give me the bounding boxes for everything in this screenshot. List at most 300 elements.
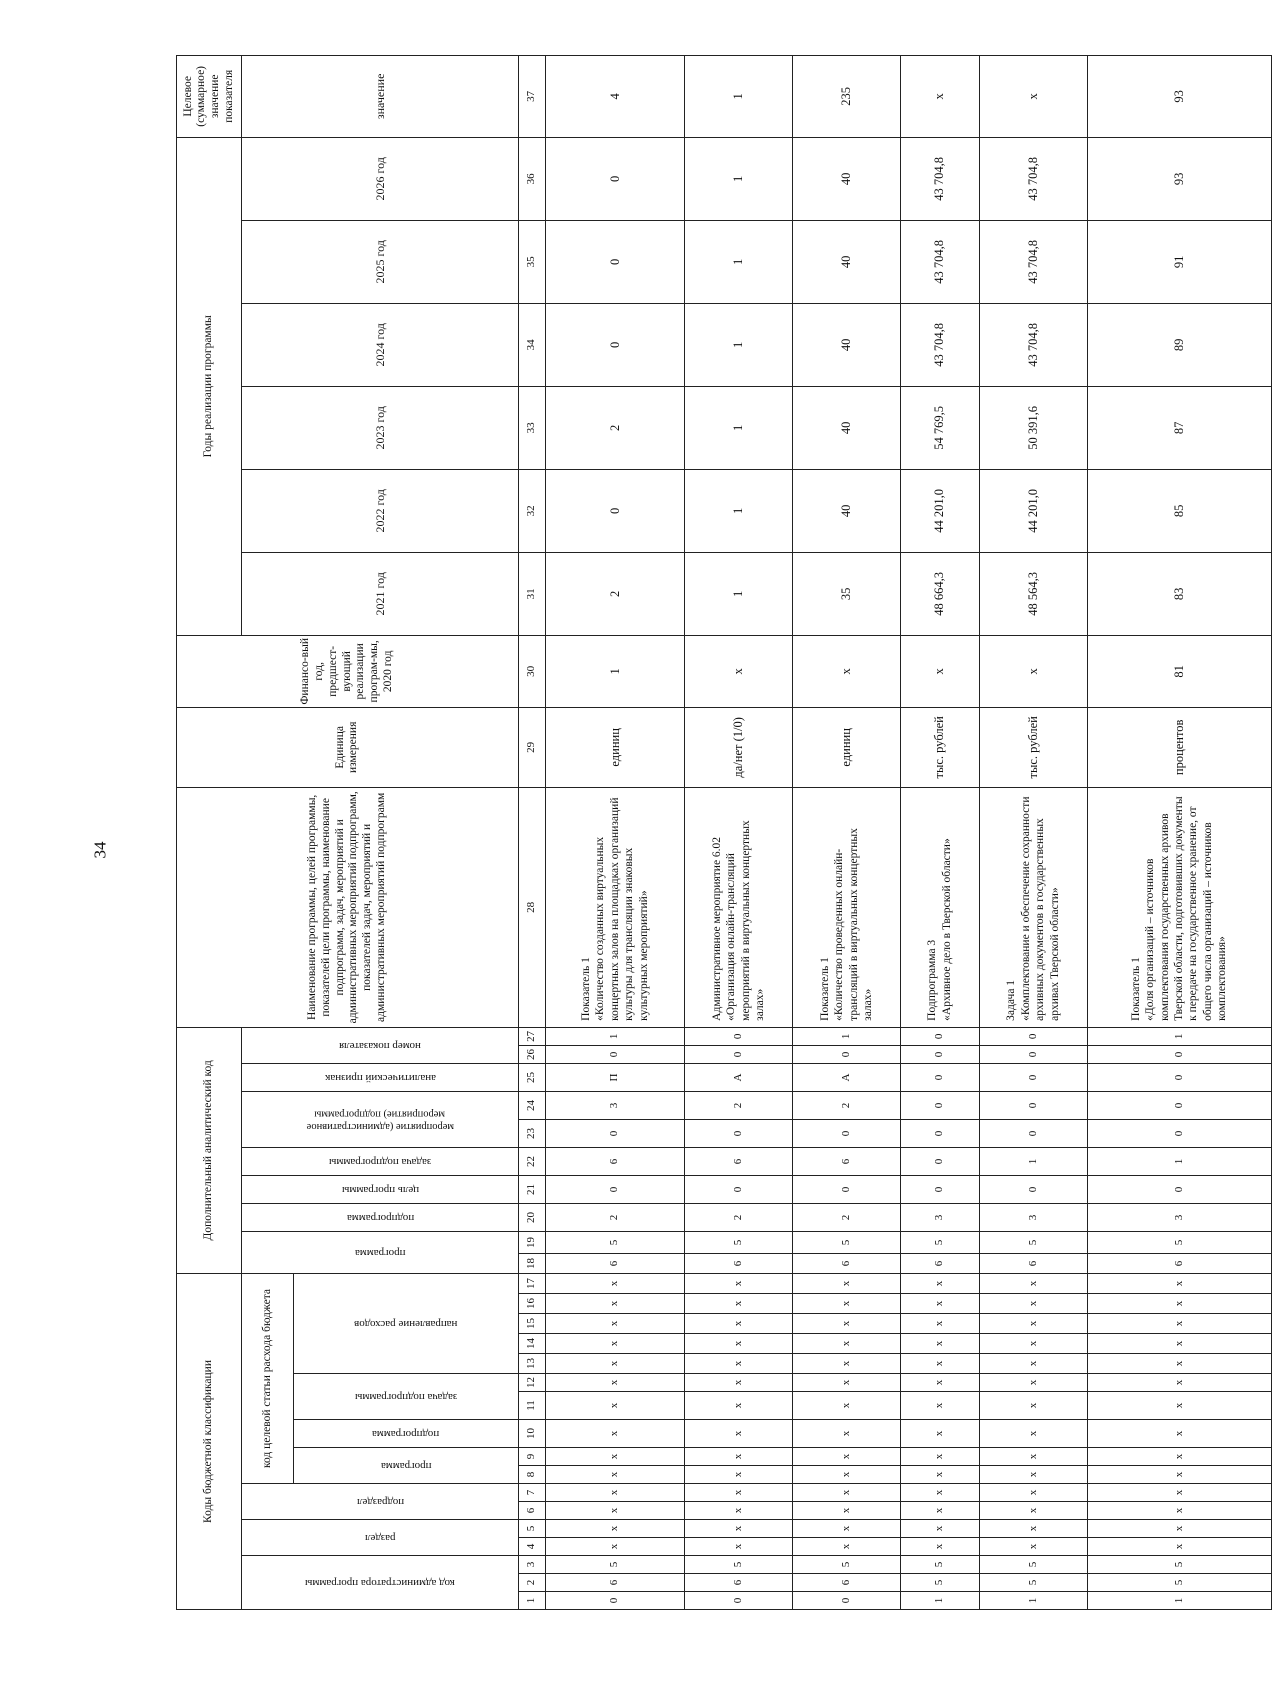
code-cell: 5 — [901, 1231, 980, 1253]
code-cell: х — [793, 1466, 901, 1484]
direction-label: направление расходов — [354, 1318, 458, 1331]
code-cell: 6 — [545, 1147, 684, 1175]
page-number-text: 34 — [90, 841, 110, 859]
budget-table — [176, 55, 1272, 1610]
code-cell: х — [685, 1420, 793, 1448]
column-number-cell: 12 — [518, 1374, 545, 1392]
row-target-value: х — [901, 55, 980, 137]
column-number-cell: 16 — [518, 1294, 545, 1314]
column-number-cell: 15 — [518, 1314, 545, 1334]
row-target-value: 93 — [1087, 55, 1271, 137]
year-2024-header: 2024 год — [242, 303, 519, 386]
code-cell: х — [545, 1420, 684, 1448]
year-2021-header: 2021 год — [242, 552, 519, 635]
row-prev-year: х — [979, 635, 1087, 707]
code-cell: 1 — [1087, 1147, 1271, 1175]
code-cell: х — [901, 1484, 980, 1502]
add-task-label: задача подпрограммы — [329, 1156, 432, 1169]
column-number-cell: 14 — [518, 1334, 545, 1354]
row-year-value: 48 564,3 — [979, 552, 1087, 635]
column-number-cell: 4 — [518, 1538, 545, 1556]
row-year-value: 2 — [545, 552, 684, 635]
column-number-cell: 20 — [518, 1203, 545, 1231]
code-cell: х — [979, 1294, 1087, 1314]
column-number-cell: 30 — [518, 635, 545, 707]
section-label: раздел — [364, 1532, 396, 1545]
code-cell: 5 — [793, 1231, 901, 1253]
code-cell: 0 — [901, 1045, 980, 1063]
code-cell: 6 — [685, 1253, 793, 1273]
row-year-value: 1 — [685, 386, 793, 469]
code-cell: 5 — [685, 1556, 793, 1574]
value-header: значение — [242, 55, 519, 137]
column-number-cell: 25 — [518, 1063, 545, 1091]
column-number-cell: 27 — [518, 1027, 545, 1045]
code-cell: 1 — [901, 1592, 980, 1610]
table-row — [901, 55, 980, 1609]
code-cell: х — [685, 1484, 793, 1502]
target-value-group-header: Целевое (суммарное) значение показателя — [177, 55, 242, 137]
row-name: Показатель 1 «Количество проведенных онлайн-трансляций в виртуальных концертных залах» — [793, 787, 901, 1027]
column-number-cell: 5 — [518, 1520, 545, 1538]
column-number-cell: 31 — [518, 552, 545, 635]
program-header — [294, 1448, 519, 1484]
row-year-value: 0 — [545, 137, 684, 220]
code-cell: х — [685, 1392, 793, 1420]
indicator-no-header — [242, 1027, 519, 1063]
table-row — [979, 55, 1087, 1609]
row-year-value: 1 — [685, 303, 793, 386]
row-year-value: 2 — [545, 386, 684, 469]
goal-label: цель программы — [341, 1184, 419, 1197]
row-year-value: 83 — [1087, 552, 1271, 635]
code-cell: х — [685, 1314, 793, 1334]
subsection-header — [242, 1484, 519, 1520]
code-cell: х — [979, 1334, 1087, 1354]
column-numbers-row — [518, 55, 545, 1609]
goal-header — [242, 1175, 519, 1203]
code-cell: 3 — [545, 1091, 684, 1119]
code-cell: х — [793, 1354, 901, 1374]
column-number-cell: 34 — [518, 303, 545, 386]
code-cell: х — [901, 1334, 980, 1354]
code-cell: 6 — [979, 1253, 1087, 1273]
code-cell: х — [901, 1273, 980, 1293]
code-cell: х — [1087, 1374, 1271, 1392]
table-row — [1087, 55, 1271, 1609]
code-cell: 0 — [901, 1147, 980, 1175]
code-cell: 0 — [545, 1175, 684, 1203]
column-number-cell: 19 — [518, 1231, 545, 1253]
row-year-value: 0 — [545, 469, 684, 552]
code-cell: х — [901, 1502, 980, 1520]
code-cell: х — [545, 1520, 684, 1538]
code-cell: х — [979, 1314, 1087, 1334]
code-cell: 5 — [685, 1231, 793, 1253]
code-cell: 0 — [793, 1592, 901, 1610]
add-task-header — [242, 1147, 519, 1175]
code-cell: 2 — [685, 1091, 793, 1119]
code-cell: х — [793, 1538, 901, 1556]
row-name: Подпрограмма 3 «Архивное дело в Тверской области» — [901, 787, 980, 1027]
code-cell: х — [1087, 1448, 1271, 1466]
code-cell: 3 — [979, 1203, 1087, 1231]
code-cell: 6 — [685, 1574, 793, 1592]
code-cell: х — [793, 1484, 901, 1502]
code-cell: х — [793, 1273, 901, 1293]
row-unit: тыс. рублей — [901, 707, 980, 787]
code-cell: 5 — [901, 1574, 980, 1592]
code-cell: 5 — [545, 1231, 684, 1253]
code-cell: х — [1087, 1502, 1271, 1520]
code-cell: 0 — [979, 1063, 1087, 1091]
code-cell: 1 — [1087, 1027, 1271, 1045]
code-cell: х — [793, 1374, 901, 1392]
code-cell: П — [545, 1063, 684, 1091]
row-name: Показатель 1 «Количество созданных виртуальных концертных залов на площадках организаций культуры для трансляции знаковых культурных мероприятий» — [545, 787, 684, 1027]
row-prev-year: х — [793, 635, 901, 707]
column-number-cell: 3 — [518, 1556, 545, 1574]
code-cell: 2 — [545, 1203, 684, 1231]
column-number-cell: 22 — [518, 1147, 545, 1175]
year-2026-header: 2026 год — [242, 137, 519, 220]
code-cell: 5 — [979, 1231, 1087, 1253]
code-cell: 5 — [901, 1556, 980, 1574]
code-cell: 6 — [685, 1147, 793, 1175]
code-cell: 0 — [901, 1091, 980, 1119]
code-cell: 0 — [685, 1175, 793, 1203]
column-number-cell: 21 — [518, 1175, 545, 1203]
row-target-value: 4 — [545, 55, 684, 137]
code-cell: 5 — [979, 1574, 1087, 1592]
column-number-cell: 36 — [518, 137, 545, 220]
code-cell: х — [1087, 1392, 1271, 1420]
code-cell: х — [685, 1466, 793, 1484]
column-number-cell: 23 — [518, 1119, 545, 1147]
column-number-cell: 26 — [518, 1045, 545, 1063]
row-year-value: 40 — [793, 303, 901, 386]
row-year-value: 89 — [1087, 303, 1271, 386]
name-column-header: Наименование программы, целей программы, показателей цели программы, наименование подпрограмм, задач, мероприятий и административных мероприятий подпрограмм, показателей задач, мероприятий и административных мероприятий подпрограмм — [177, 787, 519, 1027]
code-cell: х — [1087, 1420, 1271, 1448]
code-cell: 1 — [545, 1027, 684, 1045]
code-cell: х — [793, 1420, 901, 1448]
row-unit: да/нет (1/0) — [685, 707, 793, 787]
code-cell: 0 — [901, 1175, 980, 1203]
code-cell: х — [545, 1502, 684, 1520]
code-cell: 0 — [901, 1027, 980, 1045]
code-cell: х — [685, 1273, 793, 1293]
column-number-cell: 6 — [518, 1502, 545, 1520]
prev-year-column-header: Финансо-вый год, предшест-вующий реализации програм-мы, 2020 год — [177, 635, 519, 707]
code-cell: х — [1087, 1466, 1271, 1484]
add-subprogram-header — [242, 1203, 519, 1231]
column-number-cell: 9 — [518, 1448, 545, 1466]
code-cell: х — [793, 1448, 901, 1466]
code-cell: х — [545, 1374, 684, 1392]
code-cell: 0 — [685, 1119, 793, 1147]
table-row — [545, 55, 684, 1609]
analytic-label: аналитический признак — [324, 1072, 436, 1085]
row-prev-year: х — [685, 635, 793, 707]
code-cell: х — [1087, 1314, 1271, 1334]
section-header — [242, 1520, 519, 1556]
years-group-header: Годы реализации программы — [177, 137, 242, 635]
code-cell: х — [979, 1354, 1087, 1374]
code-cell: 2 — [793, 1203, 901, 1231]
table-row — [793, 55, 901, 1609]
column-number-cell: 29 — [518, 707, 545, 787]
code-cell: 0 — [979, 1027, 1087, 1045]
code-cell: х — [979, 1273, 1087, 1293]
task-header — [294, 1374, 519, 1420]
measure-label: мероприятие (административное мероприятие) подпрограммы — [306, 1108, 454, 1133]
code-cell: х — [685, 1354, 793, 1374]
row-target-value: 1 — [685, 55, 793, 137]
year-2022-header: 2022 год — [242, 469, 519, 552]
row-unit: тыс. рублей — [979, 707, 1087, 787]
code-cell: х — [979, 1448, 1087, 1466]
code-cell: х — [545, 1273, 684, 1293]
additional-code-header: Дополнительный аналитический код — [177, 1027, 242, 1273]
row-year-value: 40 — [793, 469, 901, 552]
code-cell: 0 — [979, 1175, 1087, 1203]
row-year-value: 0 — [545, 220, 684, 303]
code-cell: х — [1087, 1334, 1271, 1354]
code-cell: 2 — [793, 1091, 901, 1119]
column-number-cell: 35 — [518, 220, 545, 303]
code-cell: 5 — [545, 1556, 684, 1574]
code-cell: 6 — [793, 1574, 901, 1592]
admin-code-label: код администратора программы — [305, 1577, 455, 1590]
row-unit: единиц — [545, 707, 684, 787]
unit-column-header: Единица измерения — [177, 707, 519, 787]
code-cell: х — [901, 1466, 980, 1484]
code-cell: 0 — [685, 1592, 793, 1610]
column-number-cell: 24 — [518, 1091, 545, 1119]
column-number-cell: 13 — [518, 1354, 545, 1374]
row-year-value: 85 — [1087, 469, 1271, 552]
column-number-cell: 7 — [518, 1484, 545, 1502]
code-cell: 3 — [901, 1203, 980, 1231]
row-year-value: 91 — [1087, 220, 1271, 303]
code-cell: х — [901, 1420, 980, 1448]
code-cell: х — [979, 1420, 1087, 1448]
table-row — [685, 55, 793, 1609]
column-number-cell: 8 — [518, 1466, 545, 1484]
column-number-cell: 28 — [518, 787, 545, 1027]
code-cell: 6 — [901, 1253, 980, 1273]
admin-code-header — [242, 1556, 519, 1610]
code-cell: х — [545, 1466, 684, 1484]
measure-header — [242, 1091, 519, 1147]
code-cell: х — [685, 1334, 793, 1354]
column-number-cell: 1 — [518, 1592, 545, 1610]
row-prev-year: 81 — [1087, 635, 1271, 707]
code-cell: 0 — [545, 1045, 684, 1063]
code-cell: х — [545, 1484, 684, 1502]
code-cell: 0 — [979, 1045, 1087, 1063]
row-prev-year: х — [901, 635, 980, 707]
column-number-cell: 17 — [518, 1273, 545, 1293]
code-cell: х — [545, 1354, 684, 1374]
code-cell: х — [685, 1448, 793, 1466]
row-prev-year: 1 — [545, 635, 684, 707]
row-year-value: 40 — [793, 386, 901, 469]
code-cell: х — [685, 1374, 793, 1392]
row-target-value: 235 — [793, 55, 901, 137]
code-cell: х — [901, 1392, 980, 1420]
code-cell: 0 — [979, 1091, 1087, 1119]
code-cell: х — [793, 1334, 901, 1354]
row-year-value: 1 — [685, 552, 793, 635]
row-year-value: 1 — [685, 469, 793, 552]
code-cell: А — [793, 1063, 901, 1091]
code-cell: х — [979, 1538, 1087, 1556]
code-cell: х — [1087, 1520, 1271, 1538]
code-cell: х — [901, 1520, 980, 1538]
code-cell: х — [979, 1484, 1087, 1502]
code-cell: х — [793, 1294, 901, 1314]
subprogram-label: подпрограмма — [372, 1428, 440, 1441]
row-name: Задача 1 «Комплектование и обеспечение сохранности архивных документов в государственных архивах Тверской области» — [979, 787, 1087, 1027]
row-year-value: 35 — [793, 552, 901, 635]
code-cell: 2 — [685, 1203, 793, 1231]
page-number — [92, 840, 109, 860]
analytic-header — [242, 1063, 519, 1091]
code-cell: х — [793, 1392, 901, 1420]
code-cell: 0 — [901, 1119, 980, 1147]
code-cell: 0 — [1087, 1091, 1271, 1119]
code-cell: 3 — [1087, 1203, 1271, 1231]
row-year-value: 43 704,8 — [979, 137, 1087, 220]
row-target-value: х — [979, 55, 1087, 137]
code-cell: 0 — [1087, 1119, 1271, 1147]
code-cell: 0 — [979, 1119, 1087, 1147]
target-code-header: код целевой статьи расхода бюджета — [242, 1273, 294, 1483]
code-cell: 0 — [685, 1027, 793, 1045]
code-cell: 1 — [1087, 1592, 1271, 1610]
row-year-value: 1 — [685, 220, 793, 303]
column-number-cell: 11 — [518, 1392, 545, 1420]
code-cell: 0 — [901, 1063, 980, 1091]
row-year-value: 0 — [545, 303, 684, 386]
code-cell: х — [685, 1502, 793, 1520]
direction-header — [294, 1273, 519, 1373]
code-cell: 6 — [545, 1574, 684, 1592]
code-cell: х — [793, 1314, 901, 1334]
code-cell: 0 — [793, 1119, 901, 1147]
codes-group-header: Коды бюджетной классификации — [177, 1273, 242, 1609]
code-cell: х — [901, 1294, 980, 1314]
code-cell: х — [545, 1448, 684, 1466]
code-cell: 0 — [1087, 1045, 1271, 1063]
code-cell: х — [545, 1294, 684, 1314]
code-cell: х — [901, 1314, 980, 1334]
code-cell: х — [545, 1314, 684, 1334]
add-program-label: программа — [354, 1247, 406, 1260]
row-year-value: 43 704,8 — [979, 303, 1087, 386]
code-cell: А — [685, 1063, 793, 1091]
column-number-cell: 37 — [518, 55, 545, 137]
column-number-cell: 18 — [518, 1253, 545, 1273]
row-year-value: 43 704,8 — [901, 303, 980, 386]
code-cell: х — [979, 1466, 1087, 1484]
code-cell: х — [1087, 1354, 1271, 1374]
code-cell: х — [901, 1538, 980, 1556]
task-label: задача подпрограммы — [354, 1391, 458, 1404]
code-cell: 6 — [1087, 1253, 1271, 1273]
subprogram-header — [294, 1420, 519, 1448]
row-year-value: 43 704,8 — [901, 220, 980, 303]
row-year-value: 43 704,8 — [979, 220, 1087, 303]
code-cell: 0 — [545, 1119, 684, 1147]
row-year-value: 87 — [1087, 386, 1271, 469]
row-year-value: 44 201,0 — [901, 469, 980, 552]
year-2023-header: 2023 год — [242, 386, 519, 469]
code-cell: х — [545, 1538, 684, 1556]
code-cell: 1 — [979, 1592, 1087, 1610]
row-year-value: 43 704,8 — [901, 137, 980, 220]
code-cell: х — [545, 1392, 684, 1420]
row-name: Показатель 1 «Доля организаций – источников комплектования государственных архивов Тверской области, подготовивших документы к передаче на государственное хранение, от общего числа организаций – источников комплектования» — [1087, 787, 1271, 1027]
code-cell: х — [901, 1374, 980, 1392]
code-cell: 0 — [793, 1175, 901, 1203]
row-unit: единиц — [793, 707, 901, 787]
column-number-cell: 2 — [518, 1574, 545, 1592]
row-year-value: 48 664,3 — [901, 552, 980, 635]
code-cell: х — [979, 1374, 1087, 1392]
code-cell: 1 — [979, 1147, 1087, 1175]
row-name: Административное мероприятие 6.02 «Организация онлайн-трансляций мероприятий в виртуальных концертных залах» — [685, 787, 793, 1027]
code-cell: 5 — [1087, 1574, 1271, 1592]
code-cell: 5 — [1087, 1231, 1271, 1253]
indicator-no-label: номер показателя — [339, 1039, 422, 1052]
program-label: программа — [380, 1460, 432, 1473]
code-cell: х — [901, 1448, 980, 1466]
code-cell: 0 — [793, 1045, 901, 1063]
row-year-value: 44 201,0 — [979, 469, 1087, 552]
row-unit: процентов — [1087, 707, 1271, 787]
code-cell: х — [685, 1294, 793, 1314]
table-rotated-container — [176, 65, 1272, 1610]
code-cell: 6 — [793, 1147, 901, 1175]
column-number-cell: 33 — [518, 386, 545, 469]
code-cell: 0 — [1087, 1063, 1271, 1091]
code-cell: х — [1087, 1538, 1271, 1556]
code-cell: 5 — [1087, 1556, 1271, 1574]
row-year-value: 93 — [1087, 137, 1271, 220]
code-cell: х — [793, 1502, 901, 1520]
code-cell: х — [979, 1502, 1087, 1520]
code-cell: х — [1087, 1484, 1271, 1502]
column-number-cell: 32 — [518, 469, 545, 552]
header-row-1 — [177, 55, 242, 1609]
code-cell: 5 — [979, 1556, 1087, 1574]
code-cell: х — [545, 1334, 684, 1354]
code-cell: 0 — [685, 1045, 793, 1063]
code-cell: 1 — [793, 1027, 901, 1045]
row-year-value: 40 — [793, 220, 901, 303]
code-cell: х — [901, 1354, 980, 1374]
row-year-value: 50 391,6 — [979, 386, 1087, 469]
add-program-header — [242, 1231, 519, 1273]
code-cell: х — [1087, 1273, 1271, 1293]
row-year-value: 40 — [793, 137, 901, 220]
code-cell: 0 — [1087, 1175, 1271, 1203]
year-2025-header: 2025 год — [242, 220, 519, 303]
code-cell: х — [979, 1392, 1087, 1420]
